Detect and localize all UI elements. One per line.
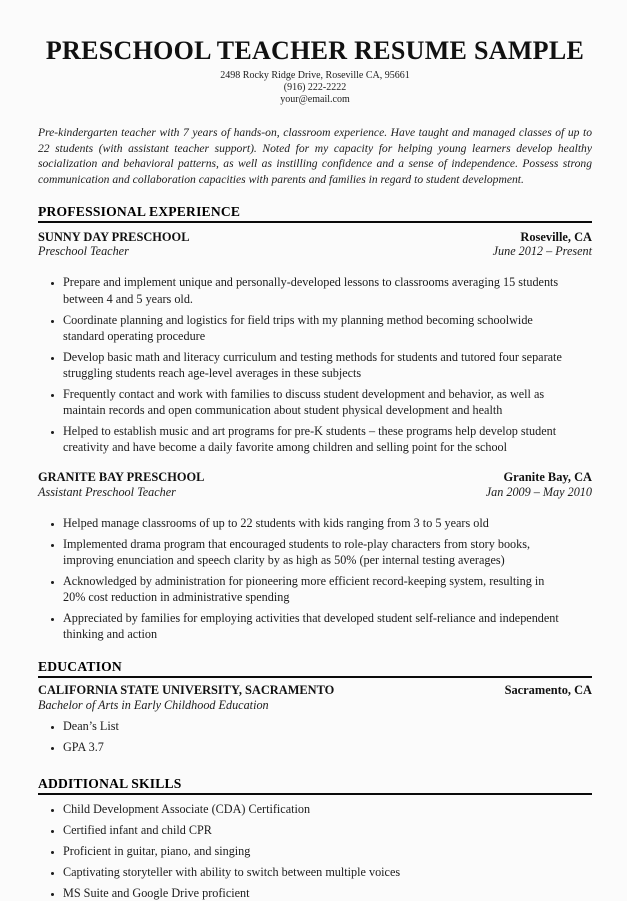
section-heading-education: EDUCATION bbox=[38, 659, 592, 678]
job-bullet-list bbox=[38, 515, 592, 643]
school-subheader-row bbox=[38, 698, 592, 712]
section-education bbox=[38, 659, 592, 754]
bullet-item: • Helped to establish music and art programs for pre-K students – these programs help develop student creativity and have become a daily favorite among children and selling point for the school bbox=[63, 423, 592, 455]
school-location: Sacramento, CA bbox=[504, 683, 592, 698]
education-bullet-list bbox=[38, 718, 592, 755]
bullet-item: • Implemented drama program that encouraged students to role-play characters from story books, improving enunciation and speech clarity by as high as 50% (per internal testing averages) bbox=[63, 536, 592, 568]
bullet-item: • MS Suite and Google Drive proficient bbox=[63, 885, 592, 901]
bullet-item: • Develop basic math and literacy curriculum and testing methods for students and tutored four separate struggling students reach age-level averages in these subjects bbox=[63, 349, 592, 381]
job-header-row bbox=[38, 230, 592, 244]
school-header-row bbox=[38, 683, 592, 697]
job-location: Roseville, CA bbox=[520, 230, 592, 245]
contact-phone: (916) 222-2222 bbox=[283, 82, 347, 93]
job-location: Granite Bay, CA bbox=[503, 470, 592, 485]
bullet-item: • Frequently contact and work with families to discuss student development and behavior, as well as maintain records and open communication about student physical development and health bbox=[63, 386, 592, 418]
job-subheader-row bbox=[38, 485, 592, 499]
bullet-item: • Coordinate planning and logistics for field trips with my planning method becoming schoolwide standard operating procedure bbox=[63, 312, 592, 344]
bullet-item: • Helped manage classrooms of up to 22 students with kids ranging from 3 to 5 years old bbox=[63, 515, 592, 531]
contact-address: 2498 Rocky Ridge Drive, Roseville CA, 95661 bbox=[220, 70, 410, 81]
job-company: GRANITE BAY PRESCHOOL bbox=[38, 470, 205, 485]
bullet-item: • Certified infant and child CPR bbox=[63, 822, 592, 838]
bullet-item: • Dean’s List bbox=[63, 718, 592, 734]
page-title: PRESCHOOL TEACHER RESUME SAMPLE bbox=[45, 36, 585, 65]
job-dates: June 2012 – Present bbox=[492, 244, 592, 259]
school-name: CALIFORNIA STATE UNIVERSITY, SACRAMENTO bbox=[38, 683, 335, 698]
section-heading-professional-experience: PROFESSIONAL EXPERIENCE bbox=[38, 204, 592, 223]
job-dates: Jan 2009 – May 2010 bbox=[485, 484, 592, 499]
section-professional-experience bbox=[38, 204, 592, 642]
job-entry-granite-bay bbox=[38, 470, 592, 642]
section-additional-skills bbox=[38, 776, 592, 901]
education-entry bbox=[38, 683, 592, 754]
skills-bullet-list bbox=[38, 801, 592, 901]
resume-header bbox=[38, 36, 592, 106]
summary-paragraph: Pre-kindergarten teacher with 7 years of hands-on, classroom experience. Have taught and managed classes of up to 22 students (with assistant teacher support). Noted for my capacity for helping young learners develop healthy socialization and behavioral patterns, as well as instilling confidence and a sense of independence. Possess strong communication and collaboration capacities with parents and families in regard to student development. bbox=[38, 126, 592, 186]
degree: Bachelor of Arts in Early Childhood Education bbox=[38, 697, 269, 712]
contact-email: your@email.com bbox=[280, 94, 350, 105]
bullet-item: • Captivating storyteller with ability to switch between multiple voices bbox=[63, 864, 592, 880]
job-bullet-list bbox=[38, 274, 592, 455]
bullet-item: • GPA 3.7 bbox=[63, 739, 592, 755]
job-header-row bbox=[38, 470, 592, 484]
bullet-item: • Child Development Associate (CDA) Certification bbox=[63, 801, 592, 817]
job-subheader-row bbox=[38, 244, 592, 258]
job-role: Assistant Preschool Teacher bbox=[38, 484, 176, 499]
bullet-item: • Proficient in guitar, piano, and singing bbox=[63, 843, 592, 859]
bullet-item: • Prepare and implement unique and personally-developed lessons to classrooms averaging 15 students between 4 and 5 years old. bbox=[63, 274, 592, 306]
job-company: SUNNY DAY PRESCHOOL bbox=[38, 230, 190, 245]
section-heading-additional-skills: ADDITIONAL SKILLS bbox=[38, 776, 592, 795]
job-role: Preschool Teacher bbox=[38, 244, 129, 259]
bullet-item: • Acknowledged by administration for pioneering more efficient record-keeping system, resulting in 20% cost reduction in administrative spending bbox=[63, 573, 592, 605]
bullet-item: • Appreciated by families for employing activities that developed student self-reliance and independent thinking and action bbox=[63, 610, 592, 642]
job-entry-sunny-day bbox=[38, 230, 592, 455]
